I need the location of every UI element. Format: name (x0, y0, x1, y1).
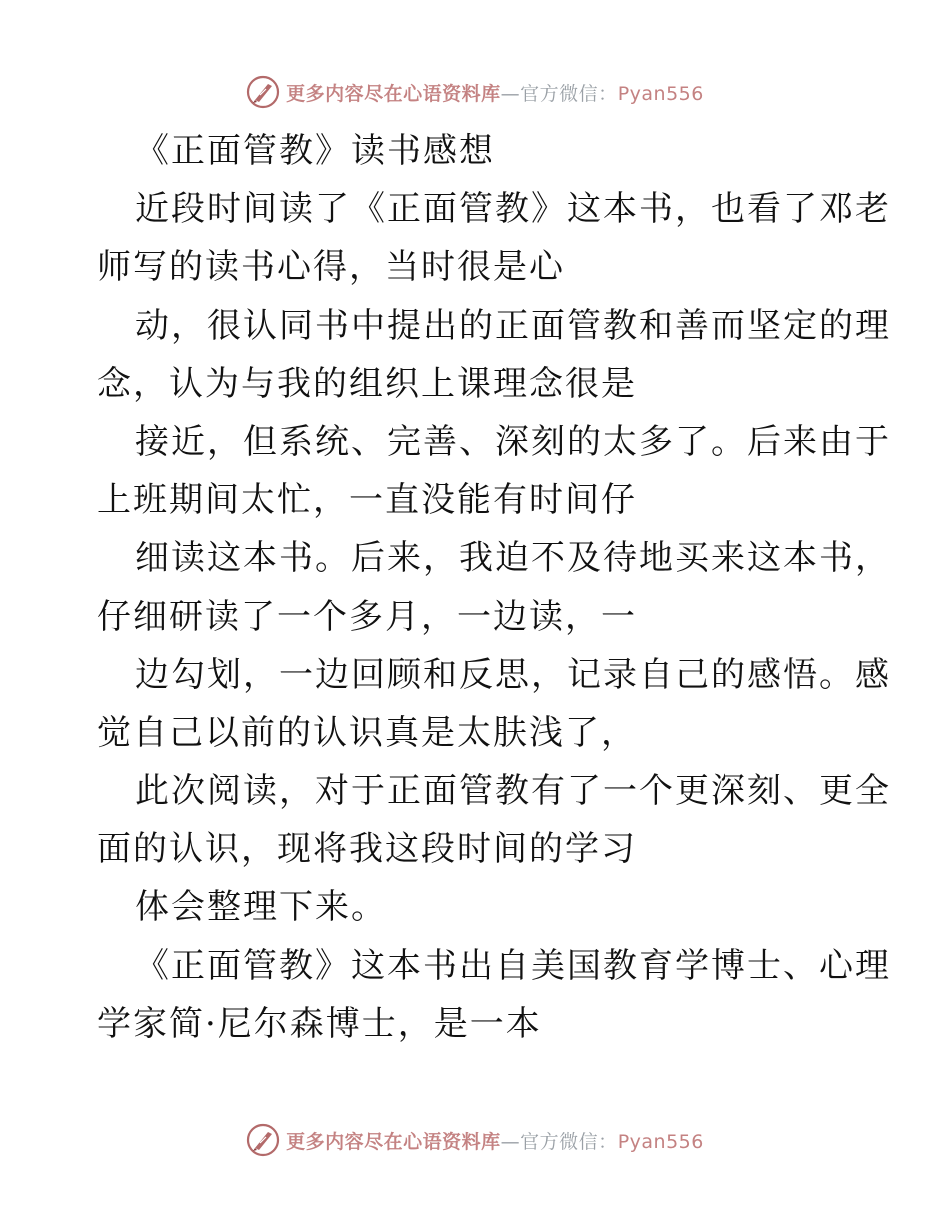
text-line: 接近，但系统、完善、深刻的太多了。后来由于 (135, 421, 891, 462)
footer-watermark-dash: — (500, 1130, 521, 1153)
text-line: 此次阅读，对于正面管教有了一个更深刻、更全 (135, 771, 891, 812)
text-line: 师写的读书心得，当时很是心 (97, 247, 565, 288)
header-watermark-secondary: 官方微信： (520, 82, 618, 105)
header-watermark (0, 72, 950, 112)
text-line: 边勾划，一边回顾和反思，记录自己的感悟。感 (135, 654, 891, 695)
header-watermark-inner (246, 75, 704, 109)
footer-watermark-text (286, 1127, 704, 1154)
header-watermark-text (286, 79, 704, 106)
text-line: 《正面管教》这本书出自美国教育学博士、心理 (135, 945, 891, 986)
text-line: 体会整理下来。 (135, 887, 387, 928)
text-line: 近段时间读了《正面管教》这本书，也看了邓老 (135, 189, 891, 230)
quill-logo-icon (246, 1123, 280, 1157)
text-line: 动，很认同书中提出的正面管教和善而坚定的理 (135, 305, 891, 346)
text-line: 觉自己以前的认识真是太肤浅了， (97, 712, 637, 753)
text-line: 上班期间太忙，一直没能有时间仔 (97, 480, 637, 521)
document-title: 《正面管教》读书感想 (135, 131, 495, 171)
header-watermark-wechat: Pyan556 (617, 82, 704, 105)
quill-logo-icon (246, 75, 280, 109)
header-watermark-dash: — (500, 82, 521, 105)
footer-watermark-inner (246, 1123, 704, 1157)
text-line: 面的认识，现将我这段时间的学习 (97, 829, 637, 870)
footer-watermark-primary: 更多内容尽在心语资料库 (286, 1130, 501, 1153)
footer-watermark-secondary: 官方微信： (520, 1130, 618, 1153)
header-watermark-primary: 更多内容尽在心语资料库 (286, 82, 501, 105)
text-line: 念，认为与我的组织上课理念很是 (97, 363, 637, 404)
text-line: 仔细研读了一个多月，一边读，一 (97, 596, 637, 637)
text-line: 学家简·尼尔森博士，是一本 (97, 1003, 542, 1044)
text-line: 细读这本书。后来，我迫不及待地买来这本书， (135, 538, 891, 579)
footer-watermark-wechat: Pyan556 (617, 1130, 704, 1153)
footer-watermark (0, 1120, 950, 1160)
document-body (97, 122, 891, 1053)
